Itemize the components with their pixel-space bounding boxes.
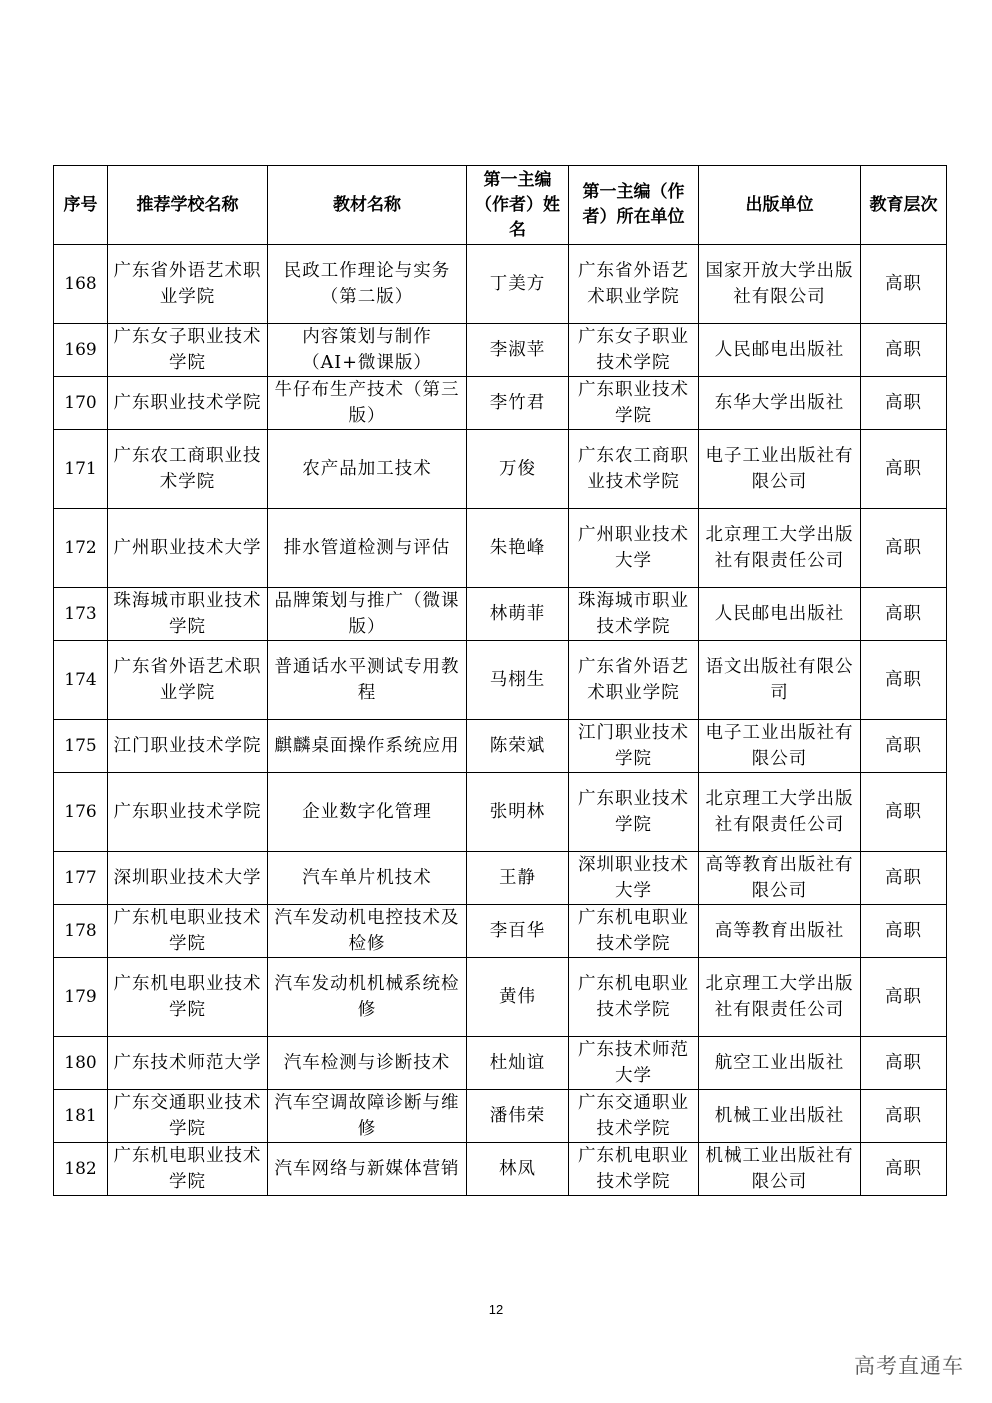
cell-editor: 杜灿谊	[467, 1037, 569, 1090]
cell-school: 广东省外语艺术职业学院	[108, 245, 268, 324]
cell-school: 广东机电职业技术学院	[108, 1143, 268, 1196]
cell-school: 江门职业技术学院	[108, 720, 268, 773]
cell-level: 高职	[861, 1143, 947, 1196]
cell-editor-unit: 广东技术师范大学	[569, 1037, 699, 1090]
cell-editor: 朱艳峰	[467, 509, 569, 588]
cell-editor-unit: 广东机电职业技术学院	[569, 958, 699, 1037]
cell-no: 177	[54, 852, 108, 905]
cell-publisher: 人民邮电出版社	[699, 588, 861, 641]
table-row	[54, 720, 947, 773]
cell-textbook: 麒麟桌面操作系统应用	[268, 720, 467, 773]
cell-publisher: 机械工业出版社有限公司	[699, 1143, 861, 1196]
cell-editor: 万俊	[467, 430, 569, 509]
cell-no: 180	[54, 1037, 108, 1090]
cell-level: 高职	[861, 377, 947, 430]
cell-editor: 潘伟荣	[467, 1090, 569, 1143]
table-row	[54, 324, 947, 377]
textbook-list-table	[53, 165, 947, 1196]
cell-publisher: 语文出版社有限公司	[699, 641, 861, 720]
cell-no: 174	[54, 641, 108, 720]
cell-publisher: 电子工业出版社有限公司	[699, 430, 861, 509]
cell-school: 广东省外语艺术职业学院	[108, 641, 268, 720]
cell-school: 广东交通职业技术学院	[108, 1090, 268, 1143]
cell-publisher: 人民邮电出版社	[699, 324, 861, 377]
cell-no: 169	[54, 324, 108, 377]
table-row	[54, 509, 947, 588]
cell-publisher: 北京理工大学出版社有限责任公司	[699, 509, 861, 588]
cell-publisher: 机械工业出版社	[699, 1090, 861, 1143]
cell-school: 广州职业技术大学	[108, 509, 268, 588]
cell-editor-unit: 广东机电职业技术学院	[569, 905, 699, 958]
cell-editor: 李淑苹	[467, 324, 569, 377]
header-publisher: 出版单位	[699, 166, 861, 245]
header-textbook: 教材名称	[268, 166, 467, 245]
cell-level: 高职	[861, 720, 947, 773]
cell-level: 高职	[861, 773, 947, 852]
cell-level: 高职	[861, 509, 947, 588]
cell-editor-unit: 广东省外语艺术职业学院	[569, 245, 699, 324]
header-editor-unit: 第一主编（作者）所在单位	[569, 166, 699, 245]
cell-textbook: 汽车空调故障诊断与维修	[268, 1090, 467, 1143]
cell-editor-unit: 广东职业技术学院	[569, 773, 699, 852]
cell-no: 181	[54, 1090, 108, 1143]
page-number: 12	[488, 1302, 504, 1317]
cell-textbook: 汽车发动机机械系统检修	[268, 958, 467, 1037]
table-body	[54, 245, 947, 1196]
header-editor: 第一主编（作者）姓名	[467, 166, 569, 245]
cell-publisher: 北京理工大学出版社有限责任公司	[699, 773, 861, 852]
cell-editor: 林凤	[467, 1143, 569, 1196]
cell-school: 广东职业技术学院	[108, 773, 268, 852]
table-row	[54, 430, 947, 509]
cell-publisher: 北京理工大学出版社有限责任公司	[699, 958, 861, 1037]
table-row	[54, 245, 947, 324]
cell-level: 高职	[861, 641, 947, 720]
cell-school: 广东机电职业技术学院	[108, 958, 268, 1037]
cell-editor: 王静	[467, 852, 569, 905]
cell-no: 176	[54, 773, 108, 852]
cell-editor: 张明林	[467, 773, 569, 852]
table-row	[54, 1037, 947, 1090]
cell-editor: 马栩生	[467, 641, 569, 720]
cell-editor-unit: 深圳职业技术大学	[569, 852, 699, 905]
header-level: 教育层次	[861, 166, 947, 245]
table-row	[54, 641, 947, 720]
table-row	[54, 773, 947, 852]
cell-editor: 李百华	[467, 905, 569, 958]
cell-school: 广东职业技术学院	[108, 377, 268, 430]
cell-publisher: 高等教育出版社有限公司	[699, 852, 861, 905]
cell-editor-unit: 江门职业技术学院	[569, 720, 699, 773]
cell-textbook: 排水管道检测与评估	[268, 509, 467, 588]
table-row	[54, 1090, 947, 1143]
cell-textbook: 汽车发动机电控技术及检修	[268, 905, 467, 958]
cell-editor-unit: 广东职业技术学院	[569, 377, 699, 430]
cell-no: 173	[54, 588, 108, 641]
table-header-row	[54, 166, 947, 245]
watermark: 高考直通车	[854, 1354, 964, 1378]
cell-school: 广东机电职业技术学院	[108, 905, 268, 958]
cell-textbook: 农产品加工技术	[268, 430, 467, 509]
cell-publisher: 东华大学出版社	[699, 377, 861, 430]
table-row	[54, 905, 947, 958]
cell-textbook: 汽车检测与诊断技术	[268, 1037, 467, 1090]
table-row	[54, 1143, 947, 1196]
cell-textbook: 牛仔布生产技术（第三版）	[268, 377, 467, 430]
cell-editor-unit: 广东省外语艺术职业学院	[569, 641, 699, 720]
cell-textbook: 普通话水平测试专用教程	[268, 641, 467, 720]
cell-level: 高职	[861, 852, 947, 905]
cell-school: 深圳职业技术大学	[108, 852, 268, 905]
cell-publisher: 国家开放大学出版社有限公司	[699, 245, 861, 324]
cell-level: 高职	[861, 324, 947, 377]
cell-level: 高职	[861, 958, 947, 1037]
cell-school: 广东农工商职业技术学院	[108, 430, 268, 509]
header-school: 推荐学校名称	[108, 166, 268, 245]
cell-editor-unit: 广东女子职业技术学院	[569, 324, 699, 377]
cell-editor: 陈荣斌	[467, 720, 569, 773]
table-row	[54, 377, 947, 430]
cell-school: 珠海城市职业技术学院	[108, 588, 268, 641]
cell-school: 广东女子职业技术学院	[108, 324, 268, 377]
table-row	[54, 852, 947, 905]
cell-publisher: 高等教育出版社	[699, 905, 861, 958]
cell-no: 172	[54, 509, 108, 588]
table-row	[54, 958, 947, 1037]
cell-no: 182	[54, 1143, 108, 1196]
cell-no: 175	[54, 720, 108, 773]
cell-textbook: 内容策划与制作（AI+微课版）	[268, 324, 467, 377]
cell-publisher: 航空工业出版社	[699, 1037, 861, 1090]
cell-level: 高职	[861, 1090, 947, 1143]
header-no: 序号	[54, 166, 108, 245]
cell-level: 高职	[861, 905, 947, 958]
cell-editor: 黄伟	[467, 958, 569, 1037]
cell-school: 广东技术师范大学	[108, 1037, 268, 1090]
cell-editor-unit: 广东农工商职业技术学院	[569, 430, 699, 509]
cell-editor-unit: 广州职业技术大学	[569, 509, 699, 588]
cell-publisher: 电子工业出版社有限公司	[699, 720, 861, 773]
cell-level: 高职	[861, 588, 947, 641]
cell-level: 高职	[861, 430, 947, 509]
cell-level: 高职	[861, 245, 947, 324]
cell-no: 170	[54, 377, 108, 430]
cell-editor: 丁美方	[467, 245, 569, 324]
cell-textbook: 民政工作理论与实务（第二版）	[268, 245, 467, 324]
cell-textbook: 汽车单片机技术	[268, 852, 467, 905]
cell-editor-unit: 广东交通职业技术学院	[569, 1090, 699, 1143]
cell-textbook: 品牌策划与推广（微课版）	[268, 588, 467, 641]
cell-editor-unit: 广东机电职业技术学院	[569, 1143, 699, 1196]
cell-level: 高职	[861, 1037, 947, 1090]
cell-no: 168	[54, 245, 108, 324]
cell-editor: 林萌菲	[467, 588, 569, 641]
cell-no: 179	[54, 958, 108, 1037]
cell-textbook: 企业数字化管理	[268, 773, 467, 852]
cell-textbook: 汽车网络与新媒体营销	[268, 1143, 467, 1196]
cell-editor: 李竹君	[467, 377, 569, 430]
cell-editor-unit: 珠海城市职业技术学院	[569, 588, 699, 641]
table-row	[54, 588, 947, 641]
cell-no: 178	[54, 905, 108, 958]
cell-no: 171	[54, 430, 108, 509]
